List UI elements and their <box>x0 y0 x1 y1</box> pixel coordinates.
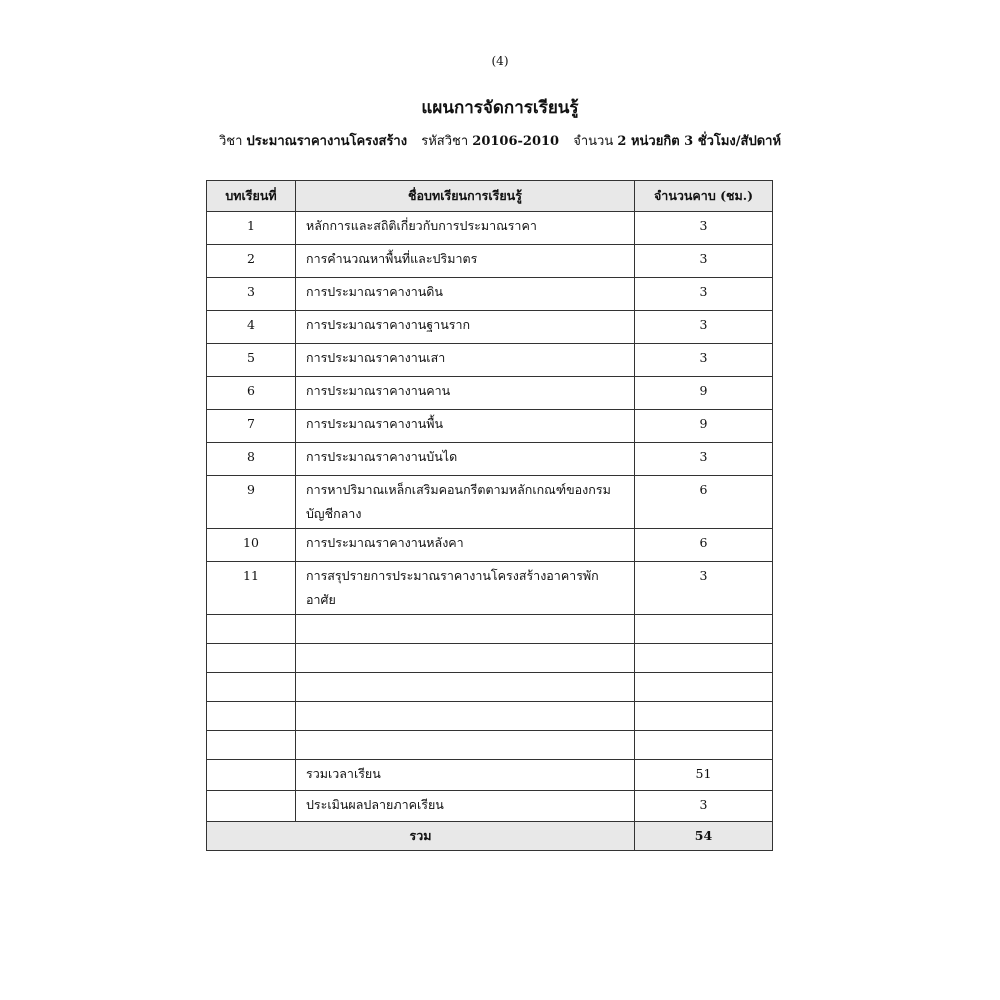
final-eval-hours: 3 <box>635 791 773 822</box>
final-eval-label: ประเมินผลปลายภาคเรียน <box>296 791 635 822</box>
table-row <box>207 344 773 377</box>
total-hours: 54 <box>635 822 773 851</box>
header-lesson-no: บทเรียนที่ <box>207 181 296 212</box>
empty-row <box>207 644 773 673</box>
empty-row <box>207 615 773 644</box>
lesson-no: 1 <box>207 212 296 245</box>
table-header-row <box>207 181 773 212</box>
lesson-name: หลักการและสถิติเกี่ยวกับการประมาณราคา <box>296 212 635 245</box>
header-lesson-name: ชื่อบทเรียนการเรียนรู้ <box>296 181 635 212</box>
subject-code: 20106-2010 <box>472 134 560 149</box>
code-prefix: รหัสวิชา <box>421 134 469 149</box>
lesson-hours: 9 <box>635 410 773 443</box>
lesson-name: การประมาณราคางานดิน <box>296 278 635 311</box>
lesson-hours: 3 <box>635 443 773 476</box>
lesson-no: 9 <box>207 476 296 529</box>
table-row <box>207 410 773 443</box>
lesson-no: 5 <box>207 344 296 377</box>
table-row <box>207 562 773 615</box>
lesson-name: การประมาณราคางานพื้น <box>296 410 635 443</box>
lesson-hours: 9 <box>635 377 773 410</box>
lesson-hours: 3 <box>635 311 773 344</box>
lesson-plan-table <box>206 180 773 851</box>
table-row <box>207 377 773 410</box>
subject-prefix: วิชา <box>218 134 243 149</box>
empty-row <box>207 673 773 702</box>
empty-row <box>207 702 773 731</box>
lesson-no: 8 <box>207 443 296 476</box>
table-row <box>207 529 773 562</box>
lesson-no: 7 <box>207 410 296 443</box>
lesson-name: การคำนวณหาพื้นที่และปริมาตร <box>296 245 635 278</box>
empty-row <box>207 731 773 760</box>
lesson-name: การหาปริมาณเหล็กเสริมคอนกรีตตามหลักเกณฑ์ของกรมบัญชีกลาง <box>296 476 635 529</box>
credit-hours: 2 หน่วยกิต 3 ชั่วโมง/สัปดาห์ <box>617 134 782 149</box>
lesson-hours: 3 <box>635 562 773 615</box>
study-time-hours: 51 <box>635 760 773 791</box>
lesson-name: การประมาณราคางานเสา <box>296 344 635 377</box>
table-row <box>207 245 773 278</box>
header-hours: จำนวนคาบ (ชม.) <box>635 181 773 212</box>
lesson-hours: 3 <box>635 245 773 278</box>
table-row <box>207 278 773 311</box>
lesson-no: 2 <box>207 245 296 278</box>
lesson-hours: 6 <box>635 476 773 529</box>
study-time-label: รวมเวลาเรียน <box>296 760 635 791</box>
document-title: แผนการจัดการเรียนรู้ <box>421 98 579 118</box>
total-label: รวม <box>207 822 635 851</box>
lesson-hours: 3 <box>635 278 773 311</box>
table-row <box>207 311 773 344</box>
lesson-name: การประมาณราคางานคาน <box>296 377 635 410</box>
page-number: (4) <box>491 54 509 68</box>
total-row <box>207 822 773 851</box>
table-row <box>207 212 773 245</box>
lesson-no: 10 <box>207 529 296 562</box>
lesson-name: การประมาณราคางานบันได <box>296 443 635 476</box>
table-row <box>207 476 773 529</box>
lesson-name: การประมาณราคางานฐานราก <box>296 311 635 344</box>
lesson-no: 11 <box>207 562 296 615</box>
lesson-no: 4 <box>207 311 296 344</box>
lesson-name: การประมาณราคางานหลังคา <box>296 529 635 562</box>
table-row <box>207 443 773 476</box>
subject-name: ประมาณราคางานโครงสร้าง <box>246 134 408 149</box>
lesson-no: 6 <box>207 377 296 410</box>
final-eval-row <box>207 791 773 822</box>
lesson-hours: 3 <box>635 212 773 245</box>
lesson-hours: 6 <box>635 529 773 562</box>
study-time-row <box>207 760 773 791</box>
course-info <box>0 130 1000 151</box>
lesson-hours: 3 <box>635 344 773 377</box>
lesson-name: การสรุปรายการประมาณราคางานโครงสร้างอาคารพักอาศัย <box>296 562 635 615</box>
amount-prefix: จำนวน <box>573 134 614 149</box>
lesson-no: 3 <box>207 278 296 311</box>
